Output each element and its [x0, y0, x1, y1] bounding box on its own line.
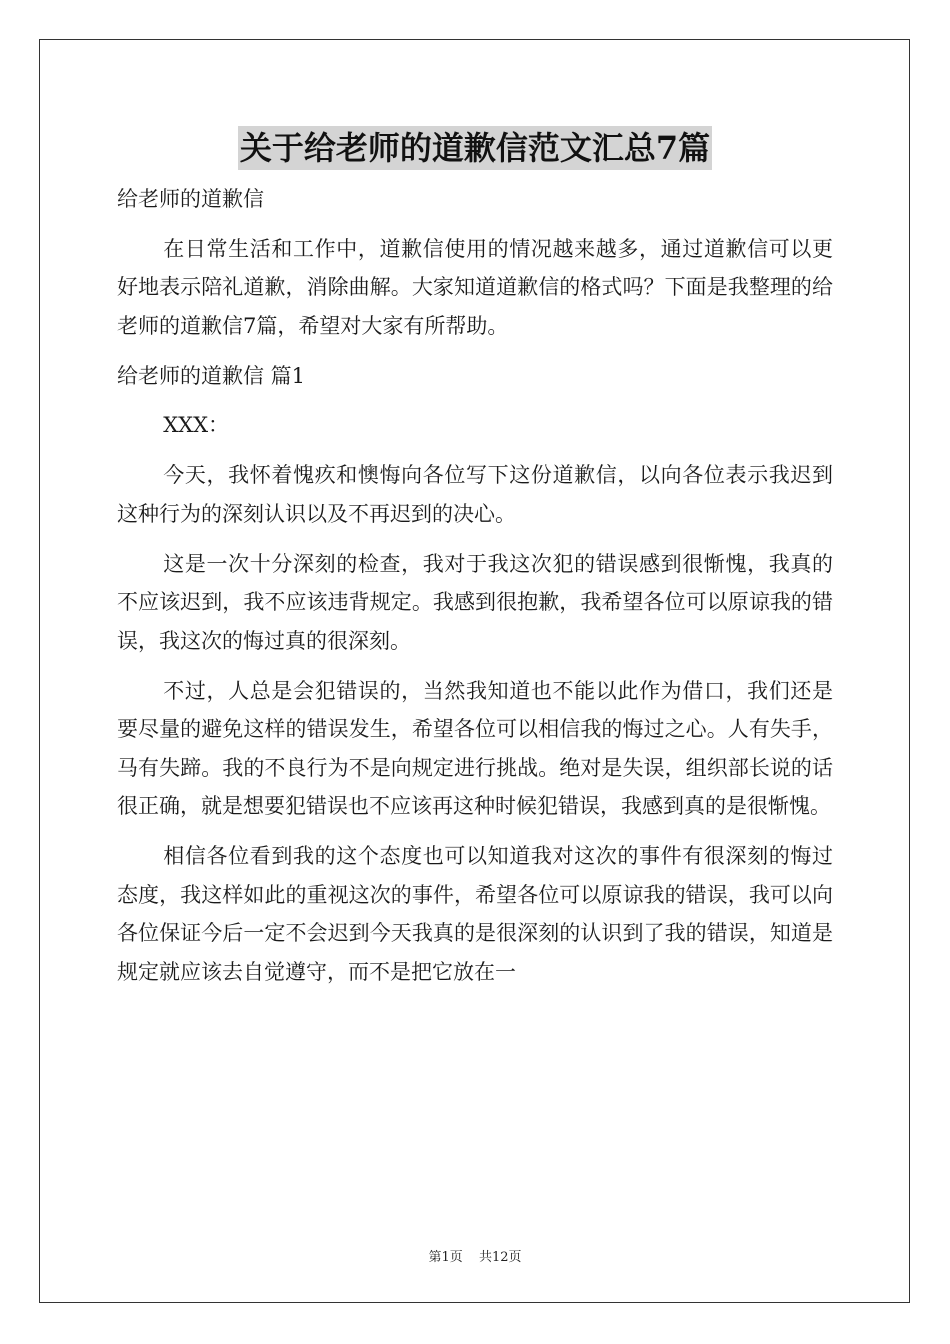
- document-title: 关于给老师的道歉信范文汇总7篇: [238, 126, 712, 170]
- section-heading: 给老师的道歉信 篇1: [117, 363, 306, 388]
- section-heading: 给老师的道歉信: [117, 187, 264, 211]
- title-wrap: [0, 126, 950, 170]
- salutation: XXX：: [163, 413, 230, 437]
- page-total: 共12页: [478, 1250, 522, 1265]
- body-paragraph: 不过，人总是会犯错误的，当然我知道也不能以此作为借口，我们还是要尽量的避免这样的错误发生，希望各位可以相信我的悔过之心。人有失手，马有失蹄。我的不良行为不是向规定进行挑战。绝对是失误，组织部长说的话很正确，就是想要犯错误也不应该再这种时候犯错误，我感到真的是很惭愧。: [117, 678, 833, 818]
- page-number: 第1页: [428, 1250, 463, 1265]
- body-paragraph: 相信各位看到我的这个态度也可以知道我对这次的事件有很深刻的悔过态度，我这样如此的重视这次的事件，希望各位可以原谅我的错误，我可以向各位保证今后一定不会迟到今天我真的是很深刻的认识到了我的错误，知道是规定就应该去自觉遵守，而不是把它放在一: [117, 844, 833, 984]
- document-body: [117, 180, 833, 1003]
- body-paragraph: 今天，我怀着愧疚和懊悔向各位写下这份道歉信，以向各位表示我迟到这种行为的深刻认识以及不再迟到的决心。: [117, 463, 833, 526]
- body-paragraph: 在日常生活和工作中，道歉信使用的情况越来越多，通过道歉信可以更好地表示陪礼道歉，消除曲解。大家知道道歉信的格式吗？下面是我整理的给老师的道歉信7篇，希望对大家有所帮助。: [117, 236, 833, 338]
- body-paragraph: 这是一次十分深刻的检查，我对于我这次犯的错误感到很惭愧，我真的不应该迟到，我不应该违背规定。我感到很抱歉，我希望各位可以原谅我的错误，我这次的悔过真的很深刻。: [117, 551, 833, 653]
- page-footer: [0, 1246, 950, 1265]
